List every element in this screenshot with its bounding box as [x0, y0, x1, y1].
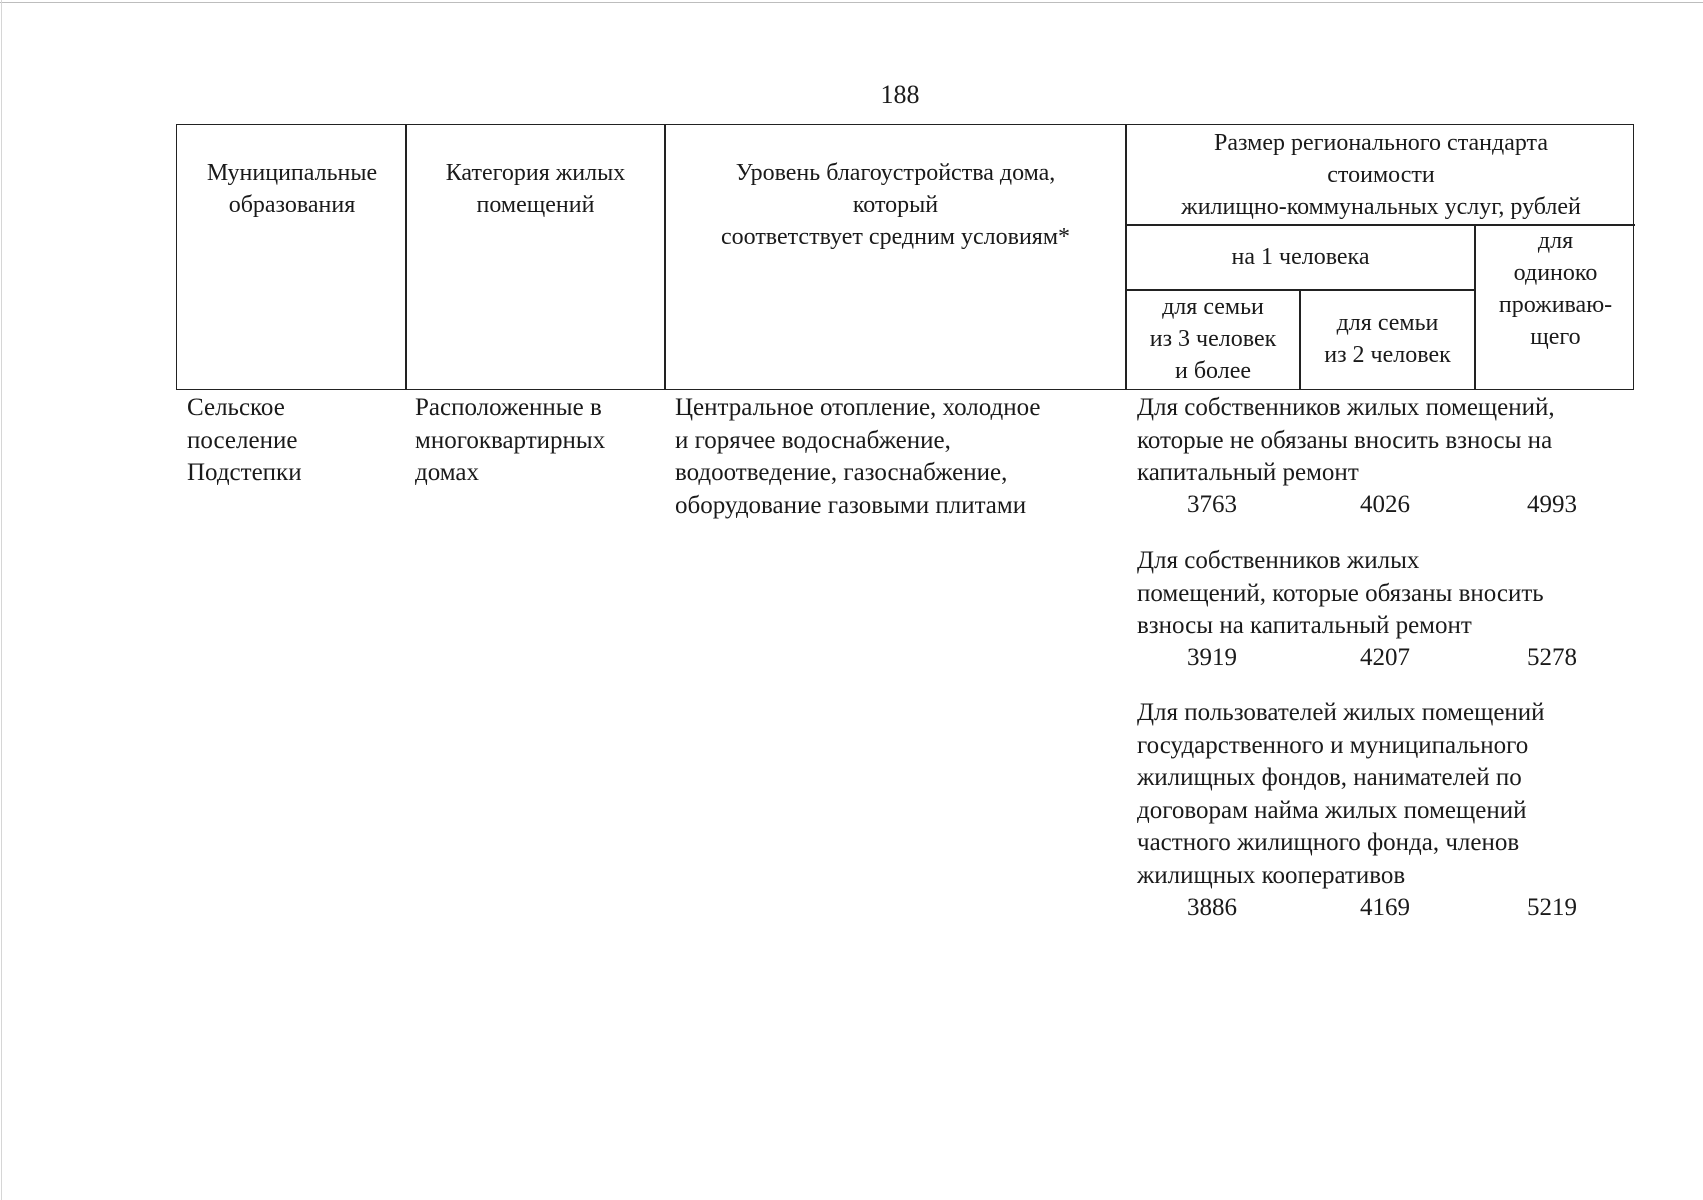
header-single-line: одиноко [1513, 260, 1598, 286]
group-3-value-family3: 3886 [1187, 894, 1237, 921]
row-amenity-line: и горячее водоснабжение, [675, 426, 951, 454]
group-1-title-line: которые не обязаны вносить взносы на [1137, 426, 1553, 454]
group-1-title [1137, 392, 1637, 490]
header-per-person: на 1 человека [1231, 244, 1370, 270]
group-1-value-family3: 3763 [1187, 491, 1237, 518]
header-municipalities-line: Муниципальные [206, 160, 378, 186]
group-2-title-line: взносы на капитальный ремонт [1137, 612, 1472, 639]
row-municipality [187, 392, 397, 490]
group-3-title-line: государственного и муниципального [1137, 731, 1529, 759]
group-3-value-family2: 4169 [1360, 894, 1410, 921]
row-municipality-line: поселение [187, 426, 298, 454]
row-municipality-line: Сельское [187, 394, 285, 421]
header-standard-size-line: Размер регионального стандарта [1214, 130, 1548, 156]
group-3-title-line: жилищных кооперативов [1137, 861, 1406, 889]
group-1-value-single: 4993 [1527, 491, 1577, 518]
group-3-title [1137, 697, 1637, 892]
group-2-value-family3: 3919 [1187, 644, 1237, 671]
row-category [415, 392, 675, 490]
header-standard-size-line: жилищно-коммунальных услуг, рублей [1181, 194, 1581, 220]
page-number: 188 [880, 80, 920, 109]
group-1-title-line: капитальный ремонт [1137, 459, 1359, 486]
group-3-value-single: 5219 [1527, 894, 1577, 921]
header-housing-category [407, 157, 664, 221]
header-amenity-level-line: который [852, 192, 939, 218]
row-category-line: домах [415, 459, 479, 486]
row-amenity-line: водоотведение, газоснабжение, [675, 459, 1008, 486]
header-amenity-level-line: соответствует средним условиям* [720, 224, 1071, 250]
header-family3-line: для семьи [1162, 294, 1264, 320]
header-family2-line: для семьи [1336, 310, 1439, 336]
group-3-title-line: договорам найма жилых помещений [1137, 796, 1527, 824]
header-family3 [1127, 291, 1299, 387]
header-municipalities [179, 157, 405, 221]
header-family2 [1301, 307, 1474, 371]
group-2-title [1137, 545, 1637, 643]
group-3-title-line: частного жилищного фонда, членов [1137, 829, 1520, 856]
header-single-line: щего [1530, 324, 1581, 350]
group-2-value-single: 5278 [1527, 644, 1577, 671]
group-1-title-line: Для собственников жилых помещений, [1137, 394, 1555, 421]
header-housing-category-line: Категория жилых [445, 160, 626, 186]
header-family2-line: из 2 человек [1324, 342, 1451, 368]
header-single-line: проживаю- [1498, 292, 1613, 318]
group-1-value-family2: 4026 [1360, 491, 1410, 518]
row-amenity-line: Центральное отопление, холодное [675, 394, 1041, 421]
group-2-value-family2: 4207 [1360, 644, 1410, 671]
header-single [1476, 225, 1635, 353]
header-standard-size-line: стоимости [1327, 162, 1435, 188]
group-3-title-line: Для пользователей жилых помещений [1137, 699, 1545, 726]
header-amenity-level [666, 157, 1125, 253]
scan-edge-top [0, 2, 1703, 3]
header-family3-line: и более [1174, 358, 1252, 384]
scan-edge-left [1, 0, 2, 1200]
header-housing-category-line: помещений [476, 192, 595, 218]
row-category-line: Расположенные в [415, 394, 602, 421]
row-amenity-line: оборудование газовыми плитами [675, 491, 1027, 519]
header-family3-line: из 3 человек [1149, 326, 1277, 352]
header-standard-size [1127, 127, 1635, 223]
row-category-line: многоквартирных [415, 426, 606, 454]
row-municipality-line: Подстепки [187, 459, 302, 486]
header-single-line: для [1537, 228, 1574, 254]
group-3-title-line: жилищных фондов, нанимателей по [1137, 764, 1522, 791]
group-2-title-line: помещений, которые обязаны вносить [1137, 579, 1544, 607]
row-amenity [675, 392, 1125, 522]
header-municipalities-line: образования [228, 192, 356, 218]
group-2-title-line: Для собственников жилых [1137, 547, 1420, 574]
table-header [176, 124, 1634, 390]
header-amenity-level-line: Уровень благоустройства дома, [735, 160, 1056, 186]
